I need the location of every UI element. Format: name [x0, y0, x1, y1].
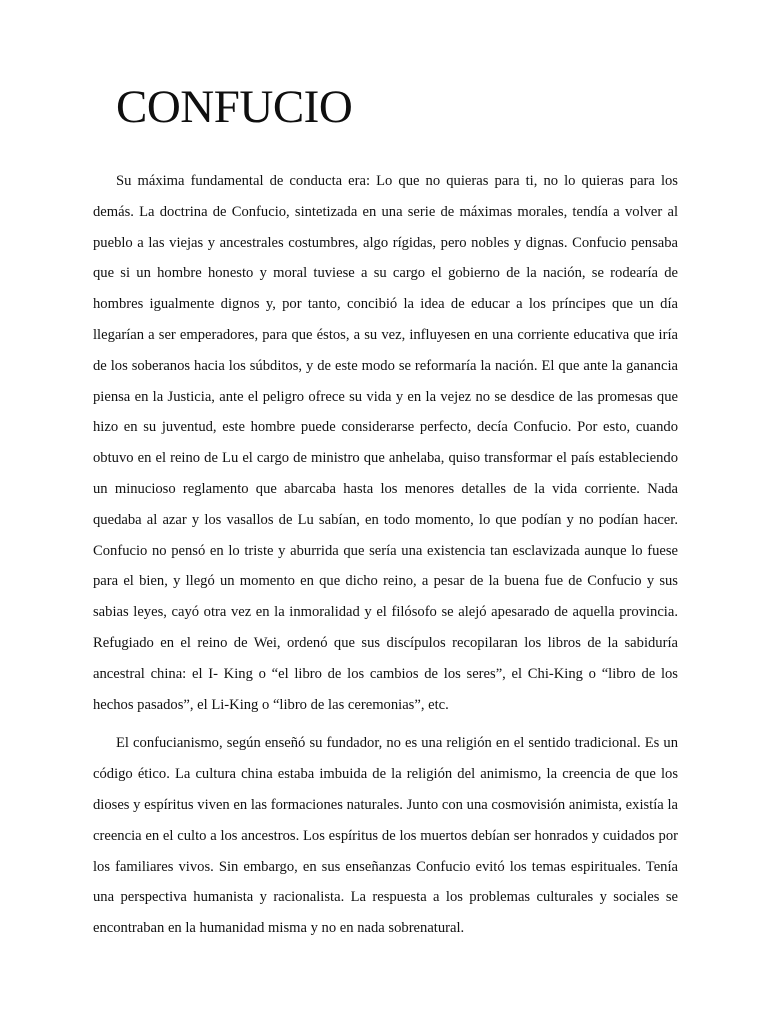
document-title: CONFUCIO: [116, 81, 353, 133]
paragraph-1: Su máxima fundamental de conducta era: Lo que no quieras para ti, no lo quieras para los demás. La doctrina de Confucio, sintetizada en una serie de máximas morales, tendía a volver al pueblo a las viejas y ancestrales costumbres, algo rígidas, pero nobles y dignas. Confucio pensaba que si un hombre honesto y moral tuviese a su cargo el gobierno de la nación, se rodearía de hombres igualmente dignos y, por tanto, concibió la idea de educar a los príncipes que un día llegarían a ser emperadores, para que éstos, a su vez, influyesen en una corriente educativa que iría de los soberanos hacia los súbditos, y de este modo se reformaría la nación. El que ante la ganancia piensa en la Justicia, ante el peligro ofrece su vida y en la vejez no se desdice de las promesas que hizo en su juventud, este hombre puede considerarse perfecto, decía Confucio. Por esto, cuando obtuvo en el reino de Lu el cargo de ministro que anhelaba, quiso transformar el país estableciendo un minucioso reglamento que abarcaba hasta los menores detalles de la vida corriente. Nada quedaba al azar y los vasallos de Lu sabían, en todo momento, lo que podían y no podían hacer. Confucio no pensó en lo triste y aburrida que sería una existencia tan esclavizada aunque lo fuese para el bien, y llegó un momento en que dicho reino, a pesar de la buena fue de Confucio y sus sabias leyes, cayó otra vez en la inmoralidad y el filósofo se alejó apesarado de aquella provincia. Refugiado en el reino de Wei, ordenó que sus discípulos recopilaran los libros de la sabiduría ancestral china: el I- King o “el libro de los cambios de los seres”, el Chi-King o “libro de los hechos pasados”, el Li-King o “libro de las ceremonias”, etc.: [93, 173, 678, 713]
paragraph-2: El confucianismo, según enseñó su fundador, no es una religión en el sentido tradicional. Es un código ético. La cultura china estaba imbuida de la religión del animismo, la creencia de que los dioses y espíritus viven en las formaciones naturales. Junto con una cosmovisión animista, existía la creencia en el culto a los ancestros. Los espíritus de los muertos debían ser honrados y cuidados por los familiares vivos. Sin embargo, en sus enseñanzas Confucio evitó los temas espirituales. Tenía una perspectiva humanista y racionalista. La respuesta a los problemas culturales y sociales se encontraban en la humanidad misma y no en nada sobrenatural.: [93, 735, 678, 937]
document-body: [93, 166, 678, 944]
